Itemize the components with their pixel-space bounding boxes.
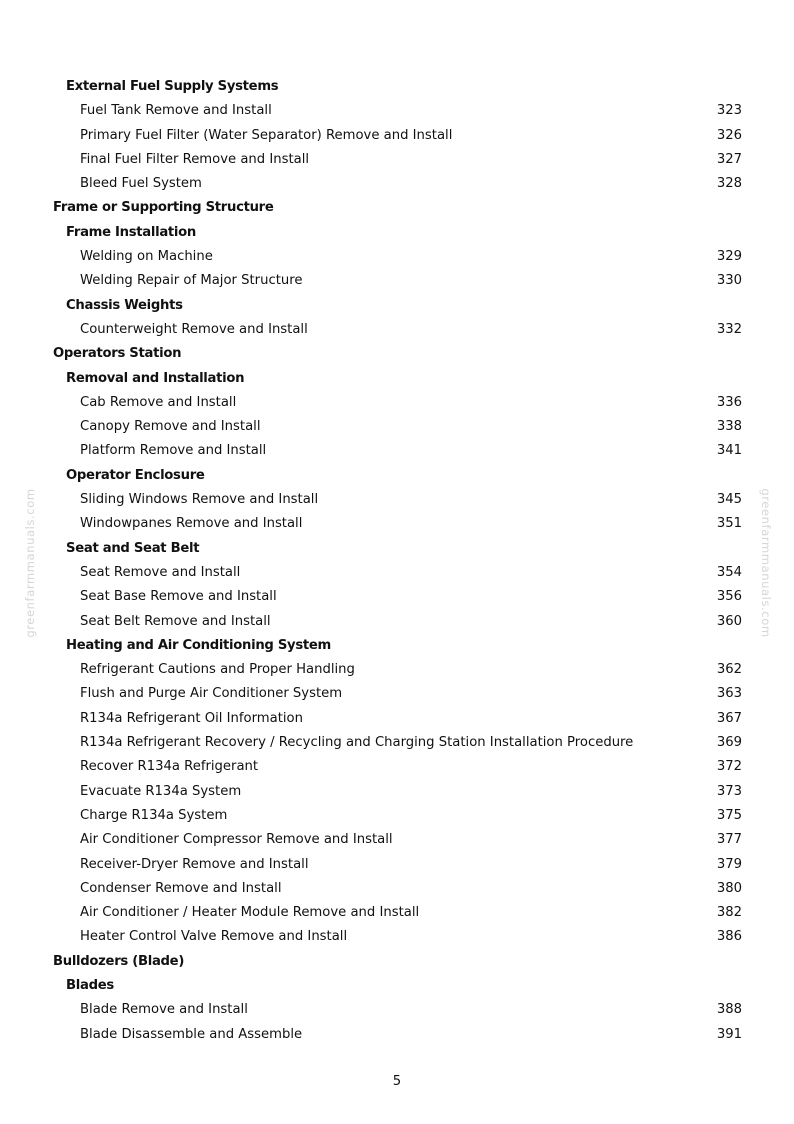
- toc-entry-page-number: 375: [716, 807, 742, 823]
- toc-entry[interactable]: [0, 731, 794, 755]
- toc-entry-title: R134a Refrigerant Recovery / Recycling and Charging Station Installation Procedure: [80, 735, 634, 751]
- toc-entry-title: Recover R134a Refrigerant: [80, 759, 259, 775]
- toc-subsection-heading: [0, 367, 794, 391]
- toc-entry-title: Removal and Installation: [66, 370, 245, 386]
- toc-entry-title: Charge R134a System: [80, 807, 228, 823]
- toc-entry-page-number: 379: [716, 856, 742, 872]
- toc-entry[interactable]: [0, 148, 794, 172]
- toc-entry[interactable]: [0, 391, 794, 415]
- toc-entry-page-number: 345: [716, 492, 742, 508]
- toc-entry-title: Seat and Seat Belt: [66, 540, 200, 556]
- toc-entry[interactable]: [0, 780, 794, 804]
- toc-entry[interactable]: [0, 439, 794, 463]
- toc-entry-title: Bulldozers (Blade): [53, 953, 185, 969]
- toc-section-heading: [0, 342, 794, 366]
- toc-entry-title: Welding on Machine: [80, 249, 213, 265]
- toc-section-heading: [0, 196, 794, 220]
- toc-entry-title: Blade Disassemble and Assemble: [80, 1026, 303, 1042]
- toc-entry[interactable]: [0, 488, 794, 512]
- table-of-contents: [0, 75, 794, 1047]
- toc-entry-page-number: 329: [716, 249, 742, 265]
- toc-entry[interactable]: [0, 245, 794, 269]
- toc-entry-page-number: 373: [716, 783, 742, 799]
- toc-entry[interactable]: [0, 804, 794, 828]
- toc-entry-title: Counterweight Remove and Install: [80, 321, 308, 337]
- toc-entry-page-number: 323: [716, 103, 742, 119]
- toc-entry-page-number: 338: [716, 419, 742, 435]
- toc-entry[interactable]: [0, 707, 794, 731]
- toc-entry[interactable]: [0, 512, 794, 536]
- toc-entry-title: Chassis Weights: [66, 297, 183, 313]
- toc-entry-title: Air Conditioner Compressor Remove and Install: [80, 832, 393, 848]
- toc-entry-title: External Fuel Supply Systems: [66, 79, 279, 94]
- toc-entry-page-number: 336: [716, 394, 742, 410]
- toc-subsection-heading: [0, 75, 794, 99]
- toc-entry-title: Windowpanes Remove and Install: [80, 516, 303, 532]
- toc-entry-title: Final Fuel Filter Remove and Install: [80, 151, 310, 167]
- toc-entry[interactable]: [0, 269, 794, 293]
- toc-entry-page-number: 330: [716, 273, 742, 289]
- toc-entry[interactable]: [0, 561, 794, 585]
- toc-entry[interactable]: [0, 124, 794, 148]
- toc-entry-page-number: 363: [716, 686, 742, 702]
- toc-entry-title: Cab Remove and Install: [80, 394, 237, 410]
- toc-entry-page-number: 391: [716, 1026, 742, 1042]
- toc-entry-title: Seat Belt Remove and Install: [80, 613, 271, 629]
- toc-entry[interactable]: [0, 877, 794, 901]
- toc-section-heading: [0, 950, 794, 974]
- toc-entry[interactable]: [0, 682, 794, 706]
- toc-entry-title: Frame Installation: [66, 224, 197, 240]
- toc-entry-title: Welding Repair of Major Structure: [80, 273, 303, 289]
- toc-entry[interactable]: [0, 585, 794, 609]
- watermark-left: greenfarmmanuals.com: [23, 488, 37, 638]
- toc-entry-title: Receiver-Dryer Remove and Install: [80, 856, 309, 872]
- toc-entry-page-number: 341: [716, 443, 742, 459]
- toc-subsection-heading: [0, 464, 794, 488]
- toc-entry[interactable]: [0, 755, 794, 779]
- toc-entry-page-number: 369: [716, 735, 742, 751]
- toc-entry-page-number: 354: [716, 564, 742, 580]
- toc-entry[interactable]: [0, 853, 794, 877]
- toc-entry[interactable]: [0, 998, 794, 1022]
- toc-entry-page-number: 380: [716, 880, 742, 896]
- toc-entry[interactable]: [0, 318, 794, 342]
- toc-subsection-heading: [0, 294, 794, 318]
- toc-entry[interactable]: [0, 1023, 794, 1047]
- toc-entry-title: Bleed Fuel System: [80, 176, 202, 192]
- toc-entry-page-number: 388: [716, 1002, 742, 1018]
- toc-entry-title: Seat Remove and Install: [80, 564, 241, 580]
- toc-entry-title: Platform Remove and Install: [80, 443, 267, 459]
- toc-entry-page-number: 326: [716, 127, 742, 143]
- toc-entry[interactable]: [0, 925, 794, 949]
- toc-entry-title: Blades: [66, 977, 114, 993]
- watermark-right: greenfarmmanuals.com: [759, 488, 773, 638]
- toc-entry-page-number: 327: [716, 151, 742, 167]
- toc-entry-title: Air Conditioner / Heater Module Remove and Install: [80, 905, 420, 921]
- toc-entry-page-number: 328: [716, 176, 742, 192]
- toc-entry-title: Operators Station: [53, 346, 182, 362]
- toc-entry-title: R134a Refrigerant Oil Information: [80, 710, 303, 726]
- toc-entry-title: Flush and Purge Air Conditioner System: [80, 686, 343, 702]
- toc-entry-page-number: 351: [716, 516, 742, 532]
- toc-subsection-heading: [0, 537, 794, 561]
- toc-entry-page-number: 386: [716, 929, 742, 945]
- toc-entry[interactable]: [0, 658, 794, 682]
- toc-entry[interactable]: [0, 415, 794, 439]
- toc-entry-title: Frame or Supporting Structure: [53, 200, 274, 216]
- toc-entry[interactable]: [0, 828, 794, 852]
- page-number: 5: [392, 1074, 402, 1089]
- toc-subsection-heading: [0, 221, 794, 245]
- toc-entry-title: Refrigerant Cautions and Proper Handling: [80, 662, 355, 678]
- toc-entry-title: Blade Remove and Install: [80, 1002, 248, 1018]
- toc-entry-title: Sliding Windows Remove and Install: [80, 492, 319, 508]
- toc-entry-title: Canopy Remove and Install: [80, 419, 261, 435]
- toc-entry-title: Condenser Remove and Install: [80, 880, 282, 896]
- toc-entry-title: Operator Enclosure: [66, 467, 205, 483]
- toc-entry-page-number: 362: [716, 662, 742, 678]
- toc-entry[interactable]: [0, 99, 794, 123]
- toc-entry-title: Evacuate R134a System: [80, 783, 242, 799]
- toc-subsection-heading: [0, 634, 794, 658]
- toc-entry-page-number: 382: [716, 905, 742, 921]
- toc-entry-title: Primary Fuel Filter (Water Separator) Remove and Install: [80, 127, 453, 143]
- toc-entry-title: Seat Base Remove and Install: [80, 589, 277, 605]
- toc-entry[interactable]: [0, 610, 794, 634]
- toc-entry-page-number: 372: [716, 759, 742, 775]
- toc-entry-page-number: 356: [716, 589, 742, 605]
- toc-entry-title: Heater Control Valve Remove and Install: [80, 929, 348, 945]
- toc-entry[interactable]: [0, 901, 794, 925]
- toc-subsection-heading: [0, 974, 794, 998]
- toc-entry-title: Heating and Air Conditioning System: [66, 637, 331, 653]
- toc-entry-page-number: 360: [716, 613, 742, 629]
- toc-entry-page-number: 377: [716, 832, 742, 848]
- toc-entry-page-number: 367: [716, 710, 742, 726]
- toc-entry-page-number: 332: [716, 321, 742, 337]
- toc-entry[interactable]: [0, 172, 794, 196]
- toc-entry-title: Fuel Tank Remove and Install: [80, 103, 272, 119]
